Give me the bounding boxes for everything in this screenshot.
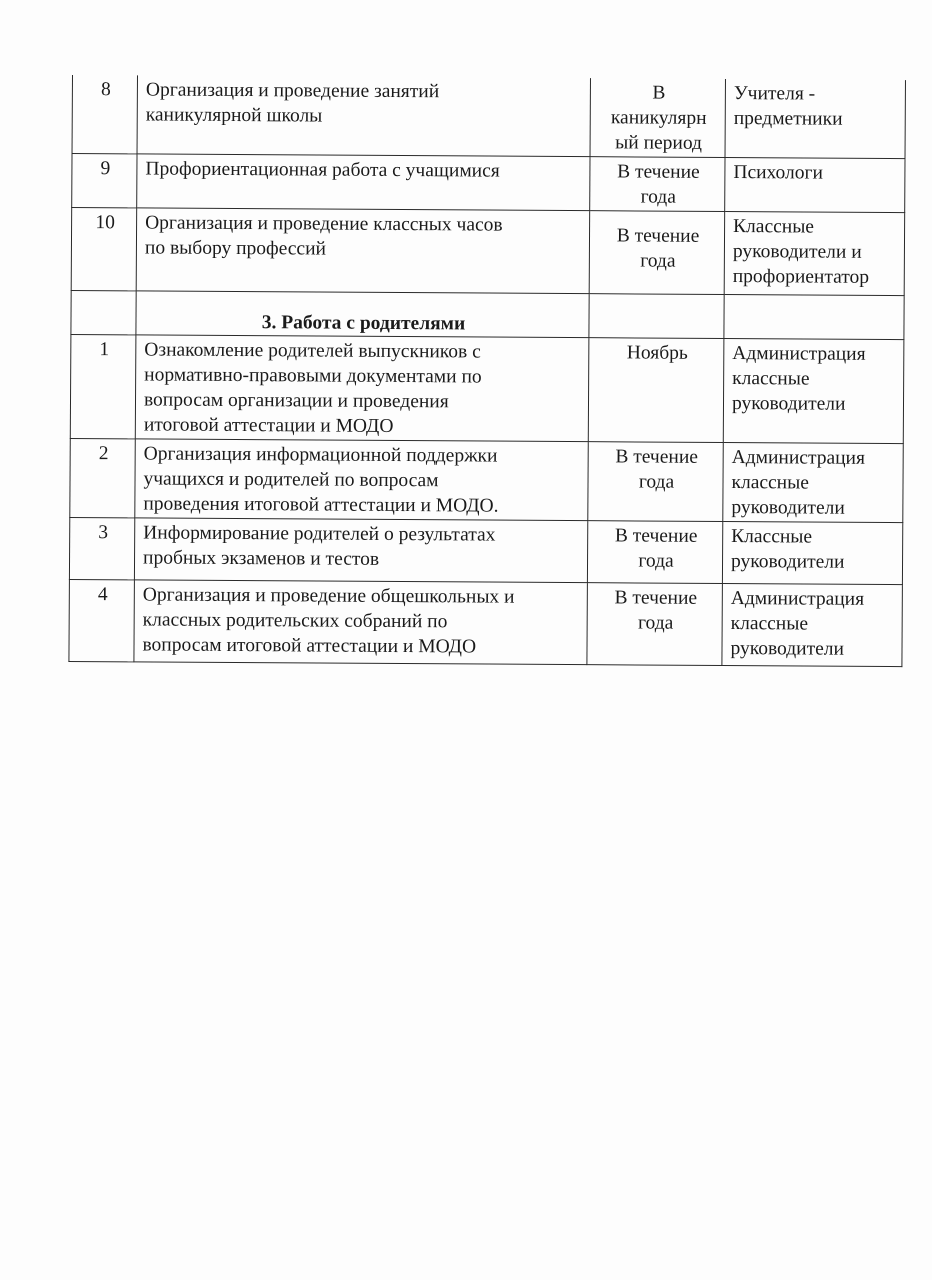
activity-cell bbox=[135, 335, 589, 442]
period-line: В течение bbox=[614, 525, 698, 547]
row-number: 1 bbox=[70, 334, 136, 438]
responsible-cell bbox=[723, 442, 903, 522]
period-line: В течение bbox=[617, 161, 700, 183]
responsible-cell-empty bbox=[724, 294, 904, 339]
responsible-line: руководители bbox=[731, 497, 845, 519]
responsible-line: Администрация bbox=[730, 588, 865, 610]
table-row bbox=[72, 154, 905, 213]
period-cell bbox=[588, 338, 724, 443]
period-line: В течение bbox=[615, 446, 699, 468]
activity-line: Организация и проведение занятий bbox=[145, 79, 440, 103]
period-cell bbox=[588, 442, 723, 522]
period-cell bbox=[590, 157, 725, 212]
table-row bbox=[70, 334, 904, 443]
period-line: В bbox=[652, 82, 666, 104]
period-line: года bbox=[638, 550, 674, 572]
activity-line: вопросам организации и проведения bbox=[143, 389, 449, 413]
period-line: Ноябрь bbox=[626, 342, 688, 364]
responsible-line: руководители bbox=[730, 551, 845, 573]
period-line: каникулярн bbox=[610, 107, 707, 129]
period-line: ый период bbox=[615, 132, 703, 154]
row-number: 10 bbox=[71, 208, 137, 291]
activity-cell bbox=[136, 208, 589, 294]
responsible-line: классные bbox=[732, 368, 810, 390]
activity-cell bbox=[137, 75, 590, 156]
activity-line: Информирование родителей о результатах bbox=[143, 522, 496, 546]
responsible-cell bbox=[724, 211, 905, 295]
period-line: В течение bbox=[616, 225, 700, 247]
table-row bbox=[69, 579, 902, 666]
period-cell bbox=[587, 521, 722, 584]
activity-cell bbox=[137, 154, 590, 211]
table-row bbox=[71, 208, 904, 296]
responsible-cell bbox=[722, 521, 902, 584]
row-number: 8 bbox=[72, 75, 137, 154]
responsible-line: руководители и bbox=[732, 241, 862, 263]
responsible-cell bbox=[725, 79, 905, 159]
responsible-line: Психологи bbox=[733, 162, 824, 184]
table-row bbox=[69, 517, 902, 584]
responsible-cell bbox=[725, 157, 905, 212]
responsible-line: классные bbox=[730, 613, 809, 635]
row-number: 2 bbox=[70, 438, 135, 517]
responsible-line: руководители bbox=[730, 638, 845, 660]
table-row bbox=[70, 438, 903, 522]
responsible-line: Администрация bbox=[732, 343, 866, 365]
section-header-row bbox=[71, 290, 904, 339]
responsible-line: Классные bbox=[733, 216, 815, 238]
row-number: 3 bbox=[69, 517, 134, 579]
period-cell bbox=[590, 78, 725, 157]
responsible-line: классные bbox=[731, 472, 809, 494]
table-row bbox=[72, 75, 905, 159]
activity-line: Организация и проведение общешкольных и bbox=[142, 584, 515, 608]
row-number-empty bbox=[71, 290, 136, 334]
responsible-cell bbox=[722, 583, 902, 666]
activity-line: Организация информационной поддержки bbox=[143, 443, 498, 467]
activity-line: пробных экзаменов и тестов bbox=[142, 547, 380, 570]
period-cell bbox=[589, 211, 725, 295]
responsible-line: руководители bbox=[731, 393, 846, 415]
period-block bbox=[598, 213, 718, 274]
activity-line: по выбору профессий bbox=[144, 237, 327, 260]
responsible-line: Учителя - bbox=[733, 83, 816, 105]
activity-line: Профориентационная работа с учащимися bbox=[145, 158, 500, 182]
row-number: 4 bbox=[69, 579, 134, 661]
activity-line: вопросам итоговой аттестации и МОДО bbox=[142, 634, 477, 658]
activity-line: итоговой аттестации и МОДО bbox=[143, 414, 394, 437]
period-line: В течение bbox=[614, 587, 698, 609]
activity-line: классных родительских собраний по bbox=[142, 609, 448, 633]
activity-cell bbox=[135, 439, 588, 521]
responsible-line: профориентатор bbox=[732, 266, 870, 288]
activity-line: Организация и проведение классных часов bbox=[145, 212, 503, 236]
activity-cell bbox=[134, 580, 587, 665]
section-title: 3. Работа с родителями bbox=[136, 291, 589, 338]
activity-line: учащихся и родителей по вопросам bbox=[143, 468, 439, 492]
responsible-cell bbox=[723, 338, 904, 443]
row-number: 9 bbox=[72, 154, 137, 208]
period-line: года bbox=[640, 250, 676, 272]
responsible-line: Администрация bbox=[731, 447, 866, 469]
period-line: года bbox=[640, 186, 676, 208]
responsible-line: предметники bbox=[733, 108, 843, 130]
activity-cell bbox=[134, 518, 587, 583]
period-line: года bbox=[637, 612, 674, 634]
period-line: года bbox=[638, 471, 675, 493]
period-cell bbox=[587, 583, 722, 666]
activity-line: каникулярной школы bbox=[145, 104, 323, 127]
activity-line: проведения итоговой аттестации и МОДО. bbox=[143, 493, 499, 517]
activity-line: нормативно-правовыми документами по bbox=[144, 364, 482, 388]
responsible-line: Классные bbox=[731, 526, 813, 548]
plan-table bbox=[68, 75, 906, 667]
period-cell-empty bbox=[589, 294, 724, 339]
activity-line: Ознакомление родителей выпускников с bbox=[144, 339, 481, 363]
